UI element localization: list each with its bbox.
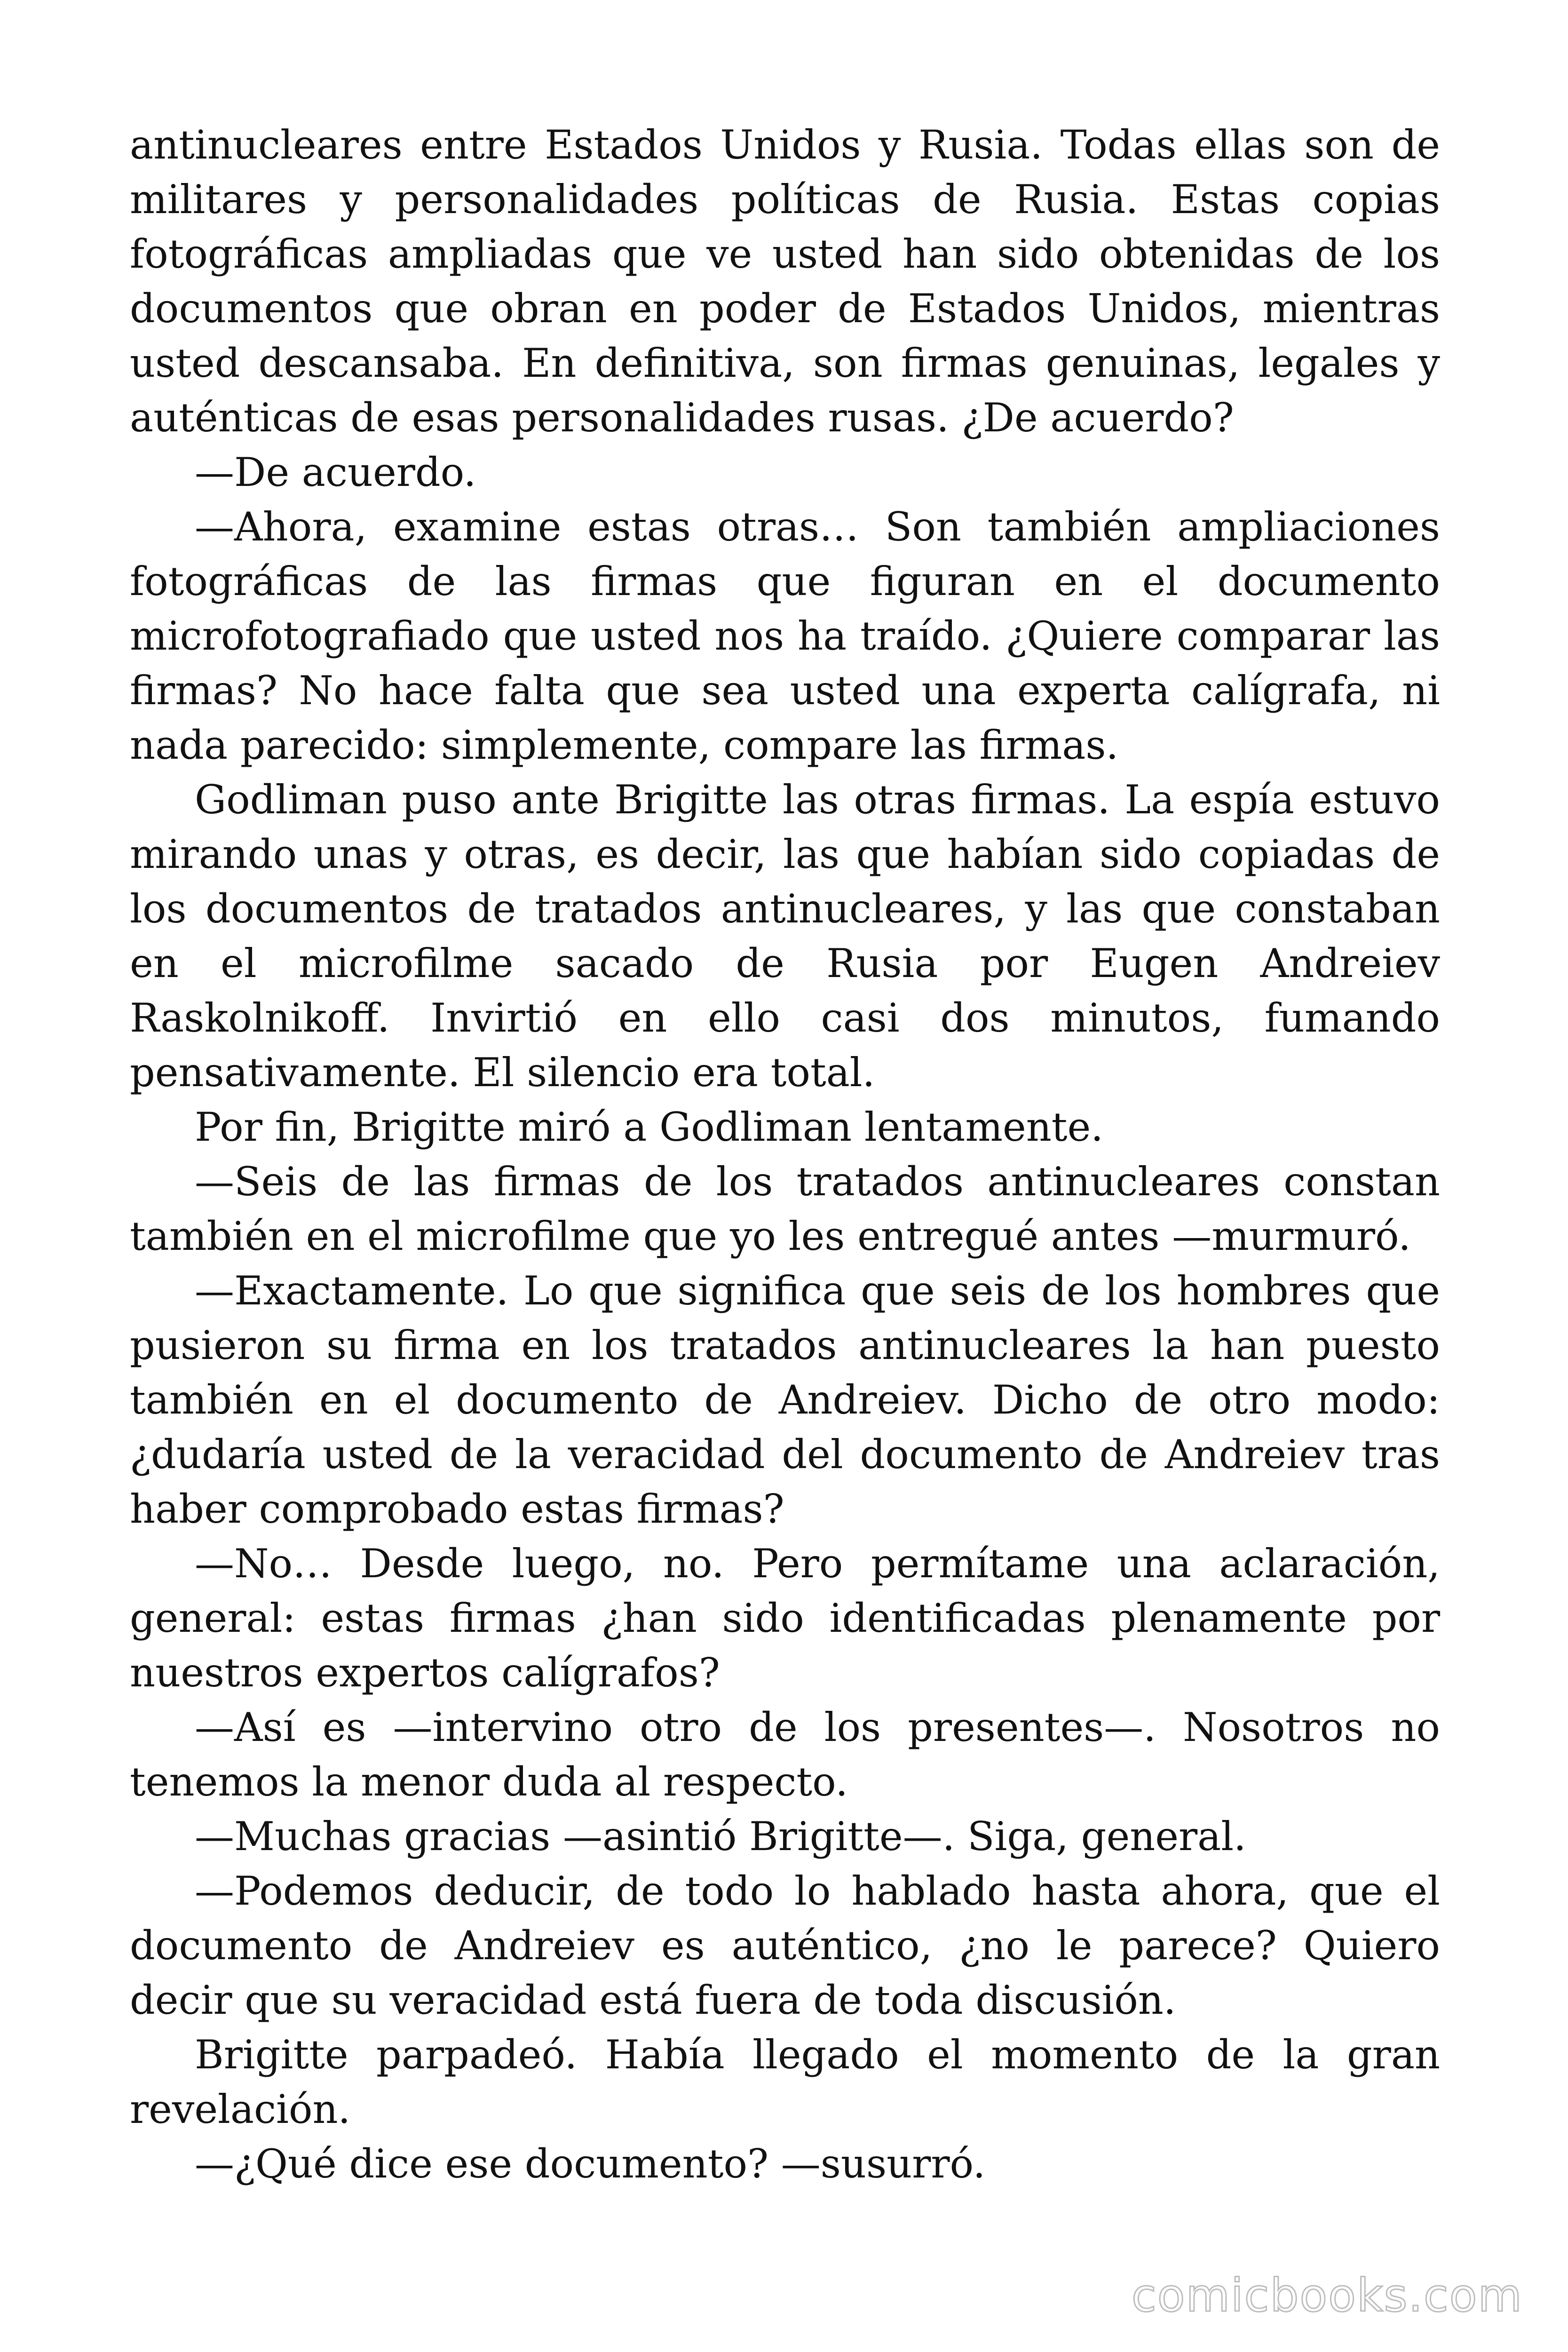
paragraph: —¿Qué dice ese documento? —susurró.	[195, 2141, 986, 2187]
watermark: comicbooks.com	[1131, 2269, 1523, 2322]
paragraph: Por fin, Brigitte miró a Godliman lentamente.	[195, 1104, 1103, 1150]
paragraph: —Seis de las firmas de los tratados antinucleares constan también en el microfilme que yo les entregué antes —murmuró.	[130, 1159, 1440, 1259]
paragraph: —Exactamente. Lo que significa que seis de los hombres que pusieron su firma en los tratados antinucleares la han puesto también en el documento de Andreiev. Dicho de otro modo: ¿dudaría usted de la veracidad del documento de Andreiev tras haber comprobado estas firmas?	[130, 1268, 1440, 1532]
paragraph: —Ahora, examine estas otras… Son también ampliaciones fotográficas de las firmas que figuran en el documento microfotografiado que usted nos ha traído. ¿Quiere comparar las firmas? No hace falta que sea usted una experta calígrafa, ni nada parecido: simplemente, compare las firmas.	[130, 504, 1440, 768]
paragraph: antinucleares entre Estados Unidos y Rusia. Todas ellas son de militares y personalidades políticas de Rusia. Estas copias fotográficas ampliadas que ve usted han sido obtenidas de los documentos que obran en poder de Estados Unidos, mientras usted descansaba. En definitiva, son firmas genuinas, legales y auténticas de esas personalidades rusas. ¿De acuerdo?	[130, 122, 1440, 441]
body-text	[130, 118, 1440, 2191]
paragraph: Godliman puso ante Brigitte las otras firmas. La espía estuvo mirando unas y otras, es decir, las que habían sido copiadas de los documentos de tratados antinucleares, y las que constaban en el microfilme sacado de Rusia por Eugen Andreiev Raskolnikoff. Invirtió en ello casi dos minutos, fumando pensativamente. El silencio era total.	[130, 777, 1440, 1096]
paragraph: —No… Desde luego, no. Pero permítame una aclaración, general: estas firmas ¿han sido identificadas plenamente por nuestros expertos calígrafos?	[130, 1541, 1440, 1696]
paragraph: —De acuerdo.	[195, 449, 476, 495]
paragraph: Brigitte parpadeó. Había llegado el momento de la gran revelación.	[130, 2032, 1440, 2132]
paragraph: —Muchas gracias —asintió Brigitte—. Siga, general.	[195, 1813, 1246, 1859]
paragraph: —Podemos deducir, de todo lo hablado hasta ahora, que el documento de Andreiev es auténtico, ¿no le parece? Quiero decir que su veracidad está fuera de toda discusión.	[130, 1868, 1440, 2023]
paragraph: —Así es —intervino otro de los presentes—. Nosotros no tenemos la menor duda al respecto.	[130, 1704, 1440, 1805]
